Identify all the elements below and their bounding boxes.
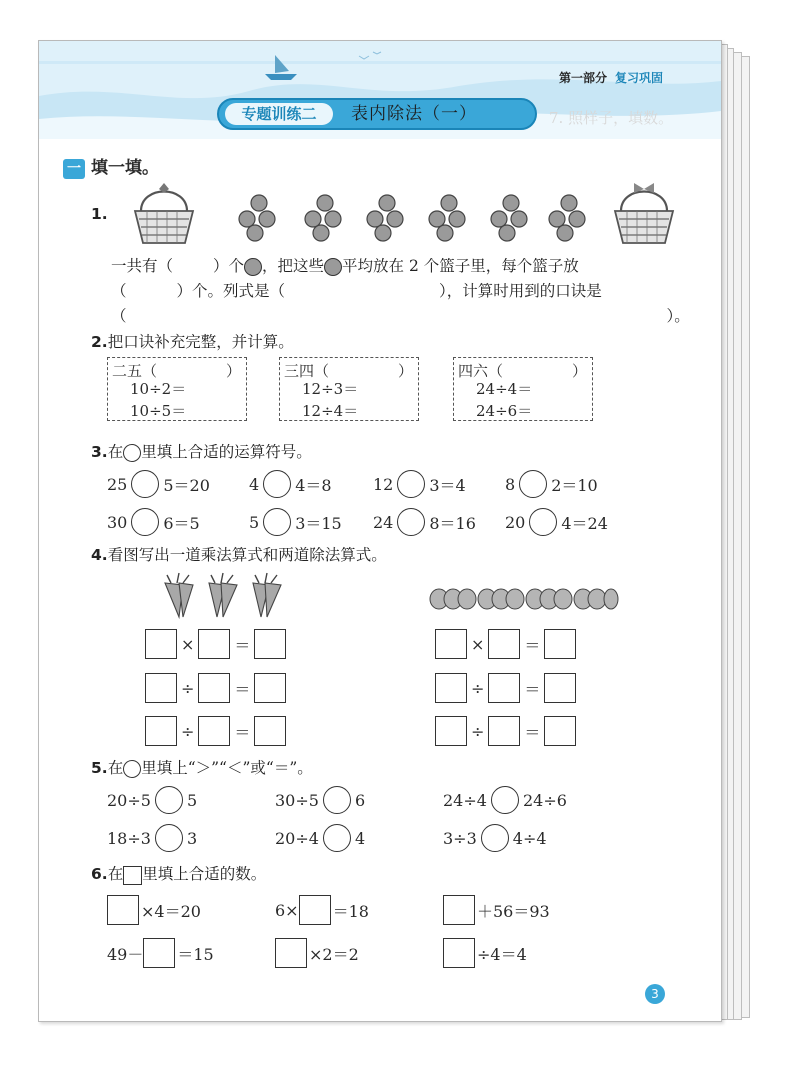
q1-illustration [129, 181, 689, 251]
q3-item: 24 8＝16 [373, 505, 476, 539]
q2-title: 2.把口诀补充完整，并计算。 [91, 333, 294, 351]
unit-name: 复习巩固 [615, 71, 664, 85]
compare-circle[interactable] [323, 786, 351, 814]
fruit-icon [244, 258, 262, 276]
q4-right-div-row: ÷ ＝ [435, 714, 576, 748]
answer-box[interactable] [145, 629, 177, 659]
section-heading [63, 153, 159, 179]
answer-box[interactable] [488, 629, 520, 659]
circle-icon [123, 760, 141, 778]
part-label [559, 69, 663, 86]
q1-line3: （ ）。 [111, 307, 690, 325]
operator-circle[interactable] [519, 470, 547, 498]
page-title: 表内除法（一） [351, 104, 477, 124]
pumpkin-groups-icon [429, 577, 619, 613]
answer-box[interactable] [443, 938, 475, 968]
answer-box[interactable] [254, 629, 286, 659]
q6-item: ×2＝2 [275, 936, 359, 970]
compare-circle[interactable] [491, 786, 519, 814]
q4-left-div-row: ÷ ＝ [145, 714, 286, 748]
q5-item: 24÷4 24÷6 [443, 783, 567, 817]
answer-box[interactable] [254, 673, 286, 703]
title-badge [217, 98, 537, 130]
answer-box[interactable] [198, 629, 230, 659]
basket-with-bow-icon [615, 183, 673, 243]
circle-icon [123, 444, 141, 462]
q5-item: 18÷3 3 [107, 821, 197, 855]
q1-line1: 一共有（ ）个 ，把这些 平均放在 2 个篮子里，每个篮子放 [111, 257, 579, 275]
compare-circle[interactable] [155, 786, 183, 814]
part-name: 第一部分 [559, 71, 608, 85]
q4-title: 4.看图写出一道乘法算式和两道除法算式。 [91, 546, 387, 564]
q4-right-mult-row: × ＝ [435, 627, 576, 661]
answer-box[interactable] [198, 673, 230, 703]
compare-circle[interactable] [323, 824, 351, 852]
q6-item: ＋56＝93 [443, 893, 550, 927]
answer-box[interactable] [488, 716, 520, 746]
section-number: 一 [63, 159, 85, 179]
carrot-bunches-icon [157, 571, 293, 619]
q3-item: 30 6＝5 [107, 505, 200, 539]
q5-item: 3÷3 4÷4 [443, 821, 547, 855]
answer-box[interactable] [488, 673, 520, 703]
q6-item: ×4＝20 [107, 893, 201, 927]
answer-box[interactable] [143, 938, 175, 968]
compare-circle[interactable] [481, 824, 509, 852]
answer-box[interactable] [443, 895, 475, 925]
answer-box[interactable] [145, 673, 177, 703]
q3-item: 8 2＝10 [505, 467, 598, 501]
mnemonic-box-2: 三四（ ） 12÷3＝ 12÷4＝ [279, 357, 419, 421]
q6-item: 49－ ＝15 [107, 936, 214, 970]
q3-item: 25 5＝20 [107, 467, 210, 501]
q4-left-mult-row: × ＝ [145, 627, 286, 661]
fruit-group-icons [239, 195, 585, 241]
q4-left-div-row: ÷ ＝ [145, 671, 286, 705]
q1-line2: （ ）个。列式是（ ），计算时用到的口诀是 [111, 282, 602, 300]
q5-item: 30÷5 6 [275, 783, 365, 817]
q6-item: ÷4＝4 [443, 936, 527, 970]
operator-circle[interactable] [529, 508, 557, 536]
operator-circle[interactable] [263, 470, 291, 498]
answer-box[interactable] [544, 629, 576, 659]
q3-item: 20 4＝24 [505, 505, 608, 539]
ghost-text: 7. 照样子，填数。 [549, 109, 674, 127]
workbook-page [38, 40, 722, 1022]
q1-number: 1. [91, 205, 108, 223]
q3-item: 5 3＝15 [249, 505, 342, 539]
answer-box[interactable] [299, 895, 331, 925]
answer-box[interactable] [107, 895, 139, 925]
answer-box[interactable] [145, 716, 177, 746]
mnemonic-box-3: 四六（ ） 24÷4＝ 24÷6＝ [453, 357, 593, 421]
operator-circle[interactable] [131, 508, 159, 536]
answer-box[interactable] [544, 716, 576, 746]
operator-circle[interactable] [131, 470, 159, 498]
basket-icon [135, 183, 193, 243]
answer-box[interactable] [254, 716, 286, 746]
answer-box[interactable] [435, 673, 467, 703]
operator-circle[interactable] [397, 470, 425, 498]
q5-title: 5.在 里填上“＞”“＜”或“＝”。 [91, 759, 313, 777]
answer-box[interactable] [435, 629, 467, 659]
q5-item: 20÷5 5 [107, 783, 197, 817]
answer-box[interactable] [544, 673, 576, 703]
compare-circle[interactable] [155, 824, 183, 852]
operator-circle[interactable] [397, 508, 425, 536]
q3-item: 4 4＝8 [249, 467, 332, 501]
topic-label: 专题训练二 [225, 103, 333, 125]
operator-circle[interactable] [263, 508, 291, 536]
q5-item: 20÷4 4 [275, 821, 365, 855]
q3-title: 3.在 里填上合适的运算符号。 [91, 443, 312, 461]
fruit-icon [324, 258, 342, 276]
q4-right-div-row: ÷ ＝ [435, 671, 576, 705]
answer-box[interactable] [435, 716, 467, 746]
q6-title: 6.在 里填上合适的数。 [91, 865, 267, 883]
section-label: 填一填。 [91, 158, 159, 178]
square-icon [123, 866, 142, 885]
q6-item: 6× ＝18 [275, 893, 369, 927]
q3-item: 12 3＝4 [373, 467, 466, 501]
page-number: 3 [645, 984, 665, 1004]
answer-box[interactable] [275, 938, 307, 968]
mnemonic-box-1: 二五（ ） 10÷2＝ 10÷5＝ [107, 357, 247, 421]
answer-box[interactable] [198, 716, 230, 746]
